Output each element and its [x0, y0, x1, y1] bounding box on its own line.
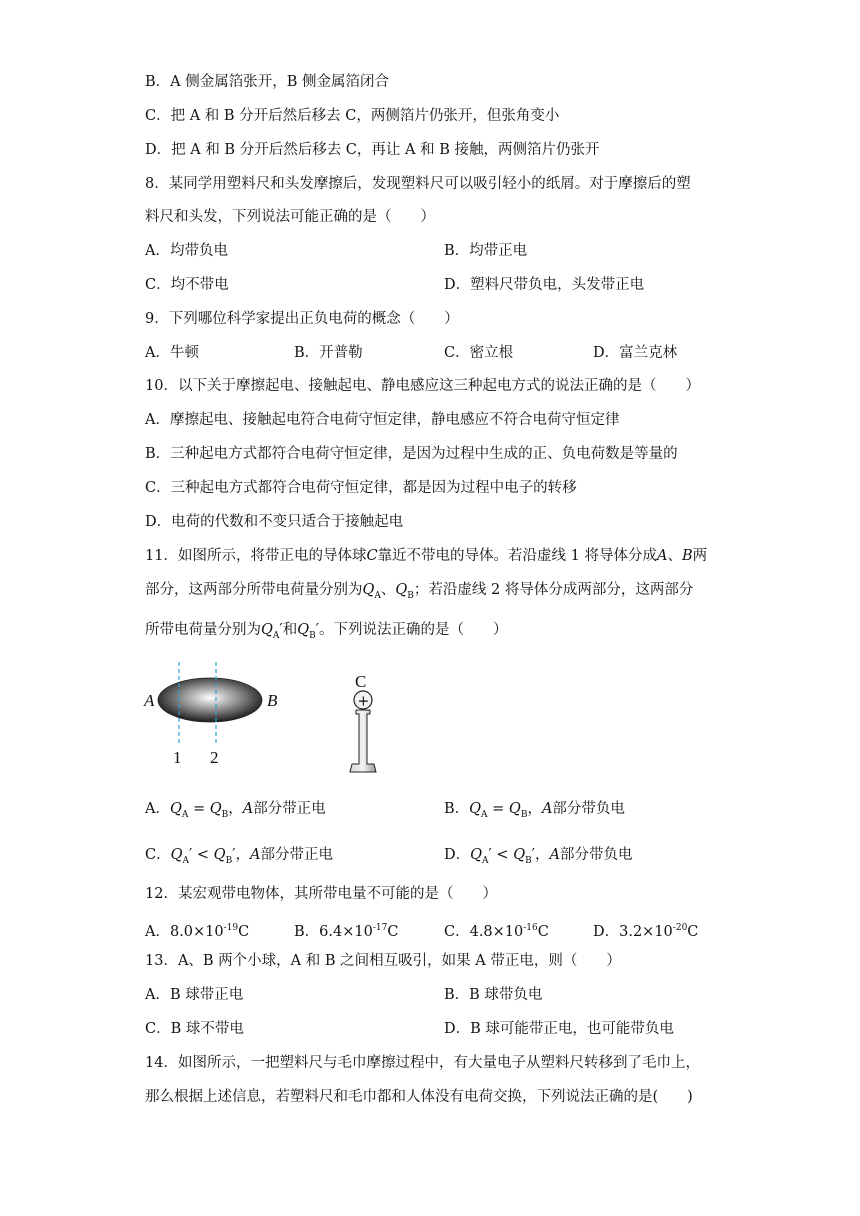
q13-option-b: B．B 球带负电 [444, 987, 543, 1003]
q13-option-c: C．B 球不带电 [145, 1021, 244, 1037]
q14-stem-line1: 14．如图所示，一把塑料尺与毛巾摩擦过程中，有大量电子从塑料尺转移到了毛巾上， [145, 1055, 700, 1071]
q9-option-a: A．牛顿 [145, 345, 199, 361]
q8-option-a: A．均带负电 [145, 243, 228, 259]
q10-option-b: B．三种起电方式都符合电荷守恒定律，是因为过程中生成的正、负电荷数是等量的 [145, 446, 678, 462]
q12-option-d: D．$3.2\times 10^{-20}C$ [593, 923, 699, 940]
q11-option-c: C．$Q_A' < Q_B'$，A部分带正电 [145, 847, 333, 866]
q8-stem-line1: 8．某同学用塑料尺和头发摩擦后，发现塑料尺可以吸引轻小的纸屑。对于摩擦后的塑 [145, 176, 691, 192]
q12-stem: 12．某宏观带电物体，其所带电量不可能的是（ ） [145, 886, 497, 902]
var-a: A [657, 548, 668, 564]
q10-option-a: A．摩擦起电、接触起电符合电荷守恒定律，静电感应不符合电荷守恒定律 [145, 412, 620, 428]
q10-option-c: C．三种起电方式都符合电荷守恒定律，都是因为过程中电子的转移 [145, 480, 577, 496]
q9-option-d: D．富兰克林 [593, 345, 678, 361]
q7-option-c: C．把 A 和 B 分开后然后移去 C，两侧箔片仍张开，但张角变小 [145, 108, 560, 124]
q13-option-d: D．B 球可能带正电，也可能带负电 [444, 1021, 674, 1037]
q8-option-d: D．塑料尺带负电，头发带正电 [444, 277, 645, 293]
q11-stem-line1: 11．如图所示，将带正电的导体球C靠近不带电的导体。若沿虚线 1 将导体分成A、B两 [145, 548, 708, 564]
q7-option-b: B．A 侧金属箔张开，B 侧金属箔闭合 [145, 74, 389, 90]
q9-option-b: B．开普勒 [294, 345, 363, 361]
q9-option-c: C．密立根 [444, 345, 514, 361]
label-1: 1 [173, 748, 182, 767]
q11-option-b: B．$Q_A = Q_B$，A部分带负电 [444, 801, 625, 820]
q10-option-d: D．电荷的代数和不变只适合于接触起电 [145, 514, 404, 530]
q9-stem: 9．下列哪位科学家提出正负电荷的概念（ ） [145, 311, 459, 327]
label-a: A [144, 691, 155, 710]
q11-stem-line3: 所带电荷量分别为$Q_A'$和$Q_B'$。下列说法正确的是（ ） [145, 622, 508, 641]
q11-option-a: A．$Q_A = Q_B$，A部分带正电 [145, 801, 326, 820]
q11-figure [140, 660, 400, 780]
q12-option-b: B．$6.4\times 10^{-17}C$ [294, 923, 399, 940]
q8-option-c: C．均不带电 [145, 277, 229, 293]
q11-stem-line2: 部分，这两部分所带电荷量分别为$Q_A$、$Q_B$；若沿虚线 2 将导体分成两部分，这两部分 [145, 582, 694, 601]
q8-option-b: B．均带正电 [444, 243, 528, 259]
stand [350, 710, 376, 772]
q12-option-c: C．$4.8\times 10^{-16}C$ [444, 923, 549, 940]
q13-option-a: A．B 球带正电 [145, 987, 244, 1003]
label-c: C [355, 672, 367, 691]
q11-option-d: D．$Q_A' < Q_B'$，A部分带负电 [444, 847, 633, 866]
q14-stem-line2: 那么根据上述信息，若塑料尺和毛巾都和人体没有电荷交换，下列说法正确的是( ) [145, 1089, 693, 1105]
conductor-ellipse [158, 678, 262, 722]
q12-option-a: A．$8.0\times 10^{-19}C$ [145, 923, 250, 940]
q13-stem: 13．A、B 两个小球，A 和 B 之间相互吸引，如果 A 带正电，则（ ） [145, 953, 621, 969]
label-2: 2 [210, 748, 219, 767]
q7-option-d: D．把 A 和 B 分开后然后移去 C，再让 A 和 B 接触，两侧箔片仍张开 [145, 142, 600, 158]
label-b: B [267, 691, 278, 710]
plus-sign: + [357, 693, 370, 710]
q10-stem: 10．以下关于摩擦起电、接触起电、静电感应这三种起电方式的说法正确的是（ ） [145, 378, 700, 394]
var-c: C [366, 548, 378, 564]
var-b: B [682, 548, 693, 564]
q8-stem-line2: 料尺和头发，下列说法可能正确的是（ ） [145, 209, 435, 225]
